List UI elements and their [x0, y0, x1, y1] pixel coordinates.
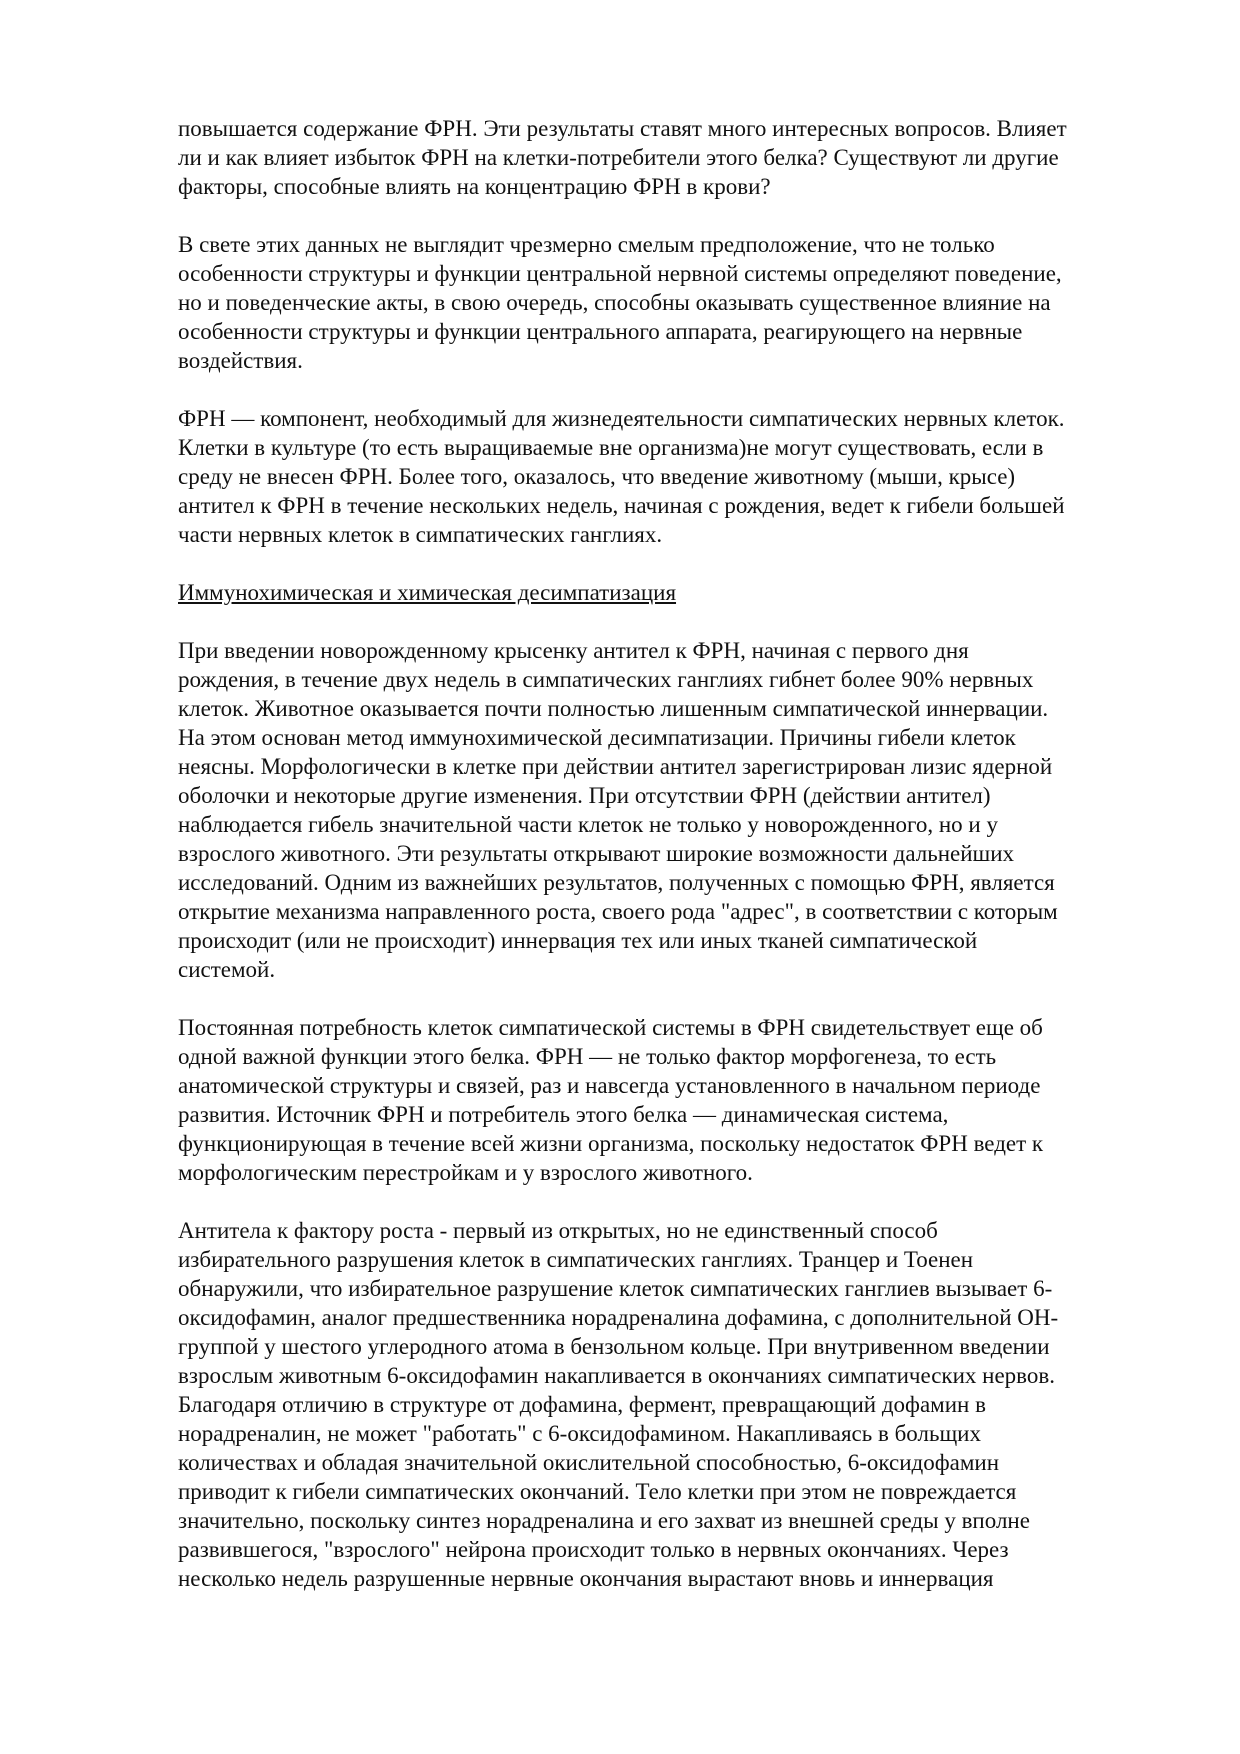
text-line: избирательного разрушения клеток в симпатических ганглиях. Транцер и Тоенен — [178, 1247, 974, 1272]
text-line: Постоянная потребность клеток симпатической системы в ФРН свидетельствует еще об — [178, 1015, 1043, 1040]
text-line: оболочки и некоторые другие изменения. При отсутствии ФРН (действии антител) — [178, 783, 991, 808]
text-line: несколько недель разрушенные нервные окончания вырастают вновь и иннервация — [178, 1566, 994, 1591]
text-line: морфологическим перестройкам и у взрослого животного. — [178, 1160, 753, 1185]
text-line: В свете этих данных не выглядит чрезмерно смелым предположение, что не только — [178, 232, 995, 257]
text-line: обнаружили, что избирательное разрушение клеток симпатических ганглиев вызывает 6- — [178, 1276, 1053, 1301]
text-line: исследований. Одним из важнейших результатов, полученных с помощью ФРН, является — [178, 870, 1055, 895]
document-page — [178, 114, 1178, 1622]
text-line: На этом основан метод иммунохимической десимпатизации. Причины гибели клеток — [178, 725, 1016, 750]
text-line: Антитела к фактору роста - первый из открытых, но не единственный способ — [178, 1218, 938, 1243]
text-line: норадреналин, не может "работать" с 6-оксидофамином. Накапливаясь в больщих — [178, 1421, 981, 1446]
text-line: особенности структуры и функции центральной нервной системы определяют поведение, — [178, 261, 1062, 286]
text-line: значительно, поскольку синтез норадреналина и его захват из внешней среды у вполне — [178, 1508, 1030, 1533]
text-line: одной важной функции этого белка. ФРН — не только фактор морфогенеза, то есть — [178, 1044, 997, 1069]
text-line: среду не внесен ФРН. Более того, оказалось, что введение животному (мыши, крысе) — [178, 464, 1016, 489]
paragraph-3 — [178, 404, 1178, 549]
paragraph-2 — [178, 230, 1178, 375]
paragraph-4 — [178, 636, 1178, 984]
text-line: воздействия. — [178, 348, 303, 373]
text-line: Клетки в культуре (то есть выращиваемые вне организма)не могут существовать, если в — [178, 435, 1044, 460]
text-line: факторы, способные влиять на концентрацию ФРН в крови? — [178, 174, 771, 199]
text-line: клеток. Животное оказывается почти полностью лишенным симпатической иннервации. — [178, 696, 1049, 721]
text-line: ФРН — компонент, необходимый для жизнедеятельности симпатических нервных клеток. — [178, 406, 1065, 431]
text-line: оксидофамин, аналог предшественника норадреналина дофамина, с дополнительной ОН- — [178, 1305, 1059, 1330]
text-line: ли и как влияет избыток ФРН на клетки-потребители этого белка? Существуют ли другие — [178, 145, 1059, 170]
text-line: повышается содержание ФРН. Эти результаты ставят много интересных вопросов. Влияет — [178, 116, 1067, 141]
text-line: При введении новорожденному крысенку антител к ФРН, начиная с первого дня — [178, 638, 969, 663]
text-line: взрослого животного. Эти результаты открывают широкие возможности дальнейших — [178, 841, 1015, 866]
text-line: происходит (или не происходит) иннервация тех или иных тканей симпатической — [178, 928, 978, 953]
text-line: анатомической структуры и связей, раз и навсегда установленного в начальном периоде — [178, 1073, 1041, 1098]
paragraph-6 — [178, 1216, 1178, 1593]
text-line: приводит к гибели симпатических окончаний. Тело клетки при этом не повреждается — [178, 1479, 1017, 1504]
text-line: Благодаря отличию в структуре от дофамина, фермент, превращающий дофамин в — [178, 1392, 986, 1417]
text-line: наблюдается гибель значительной части клеток не только у новорожденного, но и у — [178, 812, 998, 837]
text-line: количествах и обладая значительной окислительной способностью, 6-оксидофамин — [178, 1450, 1000, 1475]
text-line: группой у шестого углеродного атома в бензольном кольце. При внутривенном введении — [178, 1334, 1050, 1359]
text-line: особенности структуры и функции центрального аппарата, реагирующего на нервные — [178, 319, 1023, 344]
text-line: системой. — [178, 957, 276, 982]
text-line: части нервных клеток в симпатических ганглиях. — [178, 522, 663, 547]
section-heading: Иммунохимическая и химическая десимпатизация — [178, 580, 677, 605]
paragraph-1 — [178, 114, 1178, 201]
text-line: функционирующая в течение всей жизни организма, поскольку недостаток ФРН ведет к — [178, 1131, 1044, 1156]
text-line: но и поведенческие акты, в свою очередь, способны оказывать существенное влияние на — [178, 290, 1051, 315]
text-line: антител к ФРН в течение нескольких недель, начиная с рождения, ведет к гибели большей — [178, 493, 1065, 518]
text-line: развития. Источник ФРН и потребитель этого белка — динамическая система, — [178, 1102, 949, 1127]
paragraph-5 — [178, 1013, 1178, 1187]
text-line: рождения, в течение двух недель в симпатических ганглиях гибнет более 90% нервных — [178, 667, 1034, 692]
text-line: взрослым животным 6-оксидофамин накапливается в окончаниях симпатических нервов. — [178, 1363, 1055, 1388]
text-line: развившегося, "взрослого" нейрона происходит только в нервных окончаниях. Через — [178, 1537, 1009, 1562]
text-line: неясны. Морфологически в клетке при действии антител зарегистрирован лизис ядерной — [178, 754, 1053, 779]
text-line: открытие механизма направленного роста, своего рода "адрес", в соответствии с которым — [178, 899, 1058, 924]
